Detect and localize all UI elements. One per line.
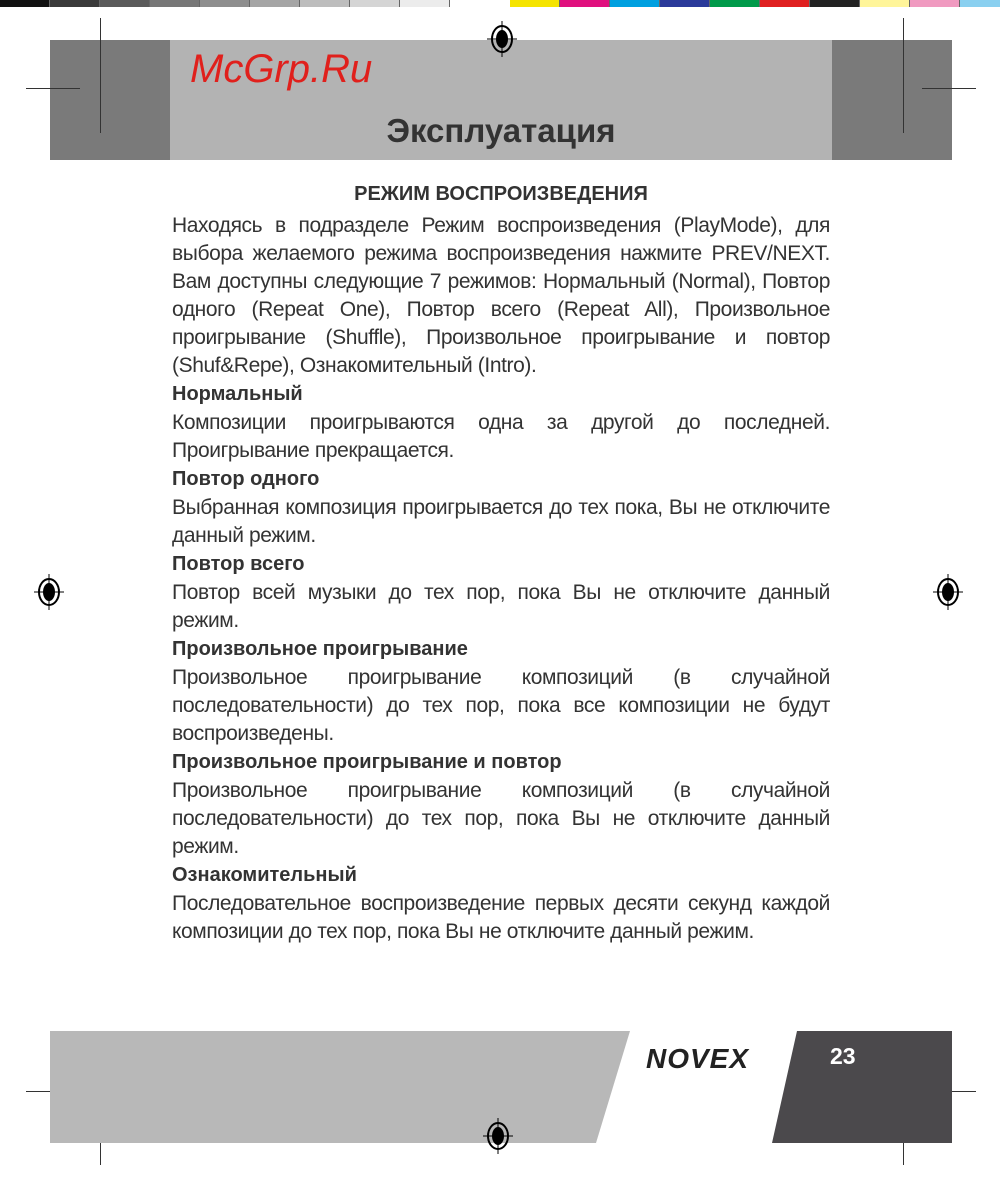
crop-mark [922, 88, 976, 89]
registration-mark-icon [933, 574, 963, 610]
color-swatch [560, 0, 610, 7]
registration-mark-icon [483, 1118, 513, 1154]
color-swatch [300, 0, 350, 7]
footer-page-tab [772, 1031, 952, 1143]
crop-mark [100, 18, 101, 133]
page-number: 23 [830, 1043, 856, 1069]
color-swatch [100, 0, 150, 7]
mode-description: Последовательное воспроизведение первых десяти секунд каждой композиции до тех пор, пока Вы не отключите данный режим. [172, 892, 830, 943]
mode-description: Произвольное проигрывание композиций (в случайной последовательности) до тех пор, пока Вы не отключите данный режим. [172, 779, 830, 858]
registration-mark-icon [487, 21, 517, 57]
mode-heading: Произвольное проигрывание и повтор [172, 751, 562, 773]
mode-heading: Нормальный [172, 383, 303, 405]
main-content [172, 180, 830, 946]
mode-heading: Повтор одного [172, 468, 320, 490]
color-swatch [200, 0, 250, 7]
page-title: Эксплуатация [386, 112, 616, 149]
mode-description: Повтор всей музыки до тех пор, пока Вы не отключите данный режим. [172, 581, 830, 632]
crop-mark [26, 88, 80, 89]
watermark: McGrp.Ru [190, 47, 373, 91]
color-swatch [910, 0, 960, 7]
header-left-block [50, 40, 170, 160]
color-swatch [610, 0, 660, 7]
header-right-block [832, 40, 952, 160]
color-swatch [960, 0, 1000, 7]
mode-description: Композиции проигрываются одна за другой до последней. Проигрывание прекращается. [172, 411, 830, 462]
color-swatch [710, 0, 760, 7]
color-swatch [810, 0, 860, 7]
mode-description: Произвольное проигрывание композиций (в случайной последовательности) до тех пор, пока все композиции не будут воспроизведены. [172, 666, 830, 745]
color-swatch [0, 0, 50, 7]
section-title: РЕЖИМ ВОСПРОИЗВЕДЕНИЯ [354, 183, 648, 205]
color-calibration-strip [510, 0, 1000, 8]
mode-heading: Произвольное проигрывание [172, 638, 468, 660]
color-swatch [50, 0, 100, 7]
color-swatch [510, 0, 560, 7]
mode-heading: Повтор всего [172, 553, 305, 575]
color-swatch [760, 0, 810, 7]
crop-mark [903, 18, 904, 133]
mode-description: Выбранная композиция проигрывается до тех пока, Вы не отключите данный режим. [172, 496, 830, 547]
color-swatch [860, 0, 910, 7]
color-swatch [250, 0, 300, 7]
registration-mark-icon [34, 574, 64, 610]
mode-heading: Ознакомительный [172, 864, 357, 886]
color-swatch [660, 0, 710, 7]
gray-calibration-strip [0, 0, 450, 8]
intro-paragraph: Находясь в подразделе Режим воспроизведения (PlayMode), для выбора желаемого режима воспроизведения нажмите PREV/NEXT. Вам доступны следующие 7 режимов: Нормальный (Normal), Повтор одного (Repeat One), Повтор всего (Repeat All), Произвольное проигрывание (Shuffle), Произвольное проигрывание и повтор (Shuf&Repe), Ознакомительный (Intro). [172, 214, 830, 377]
color-swatch [400, 0, 450, 7]
color-swatch [350, 0, 400, 7]
brand-logo: NOVEX [646, 1043, 750, 1074]
color-swatch [150, 0, 200, 7]
footer-left-band [50, 1031, 630, 1143]
